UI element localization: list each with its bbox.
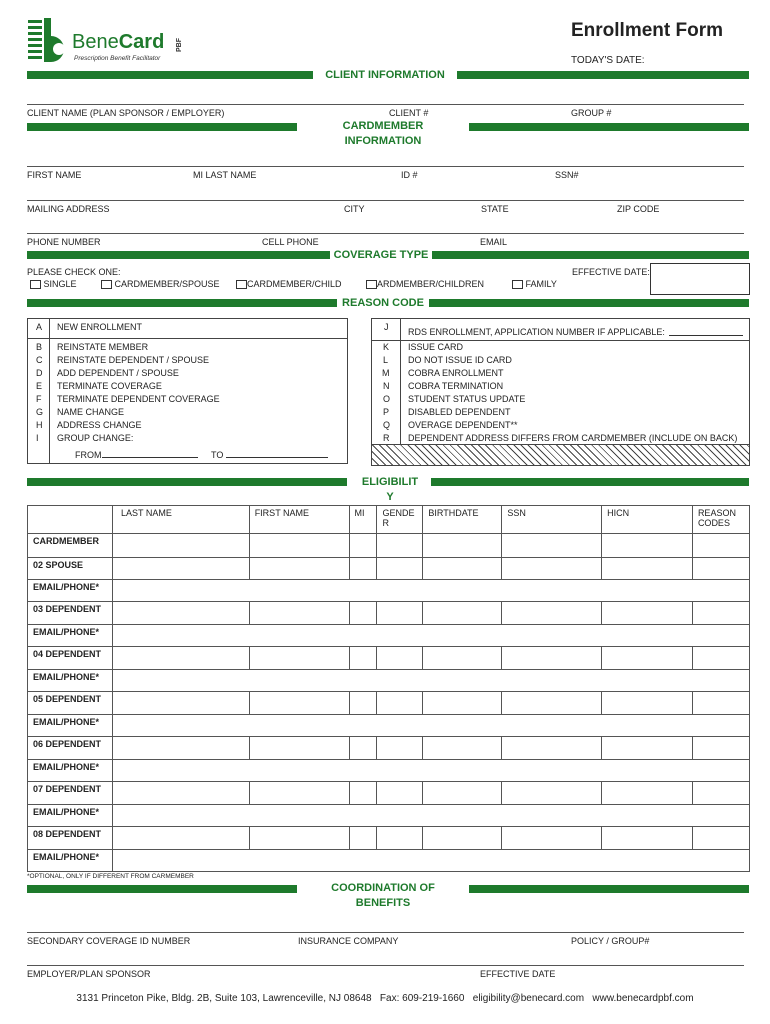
table-cell[interactable] [602, 782, 693, 805]
table-row [28, 715, 750, 737]
table-cell[interactable] [249, 827, 349, 850]
table-cell[interactable] [502, 602, 602, 625]
table-cell[interactable] [692, 558, 749, 580]
row-label: 07 DEPENDENT [28, 782, 113, 805]
table-cell[interactable] [249, 602, 349, 625]
logo-brand-light: Bene [72, 31, 119, 53]
reason-code-left-box [27, 318, 348, 464]
effective-date-label: EFFECTIVE DATE: [572, 267, 650, 277]
coverage-type-title: COVERAGE TYPE [333, 249, 429, 261]
table-cell[interactable] [692, 692, 749, 715]
column-header [28, 506, 113, 534]
reason-code-letter: P [383, 407, 390, 417]
column-header-hicn: HICN [602, 506, 693, 534]
table-cell[interactable] [349, 558, 377, 580]
coverage-option-label: ARDMEMBER/CHILDREN [377, 279, 485, 289]
reason-code-letter: R [383, 433, 390, 443]
table-row [28, 625, 750, 647]
table-cell[interactable] [602, 558, 693, 580]
table-cell[interactable] [692, 782, 749, 805]
table-cell[interactable] [112, 647, 249, 670]
table-cell[interactable] [249, 782, 349, 805]
email-phone-cell[interactable] [112, 760, 749, 782]
table-cell[interactable] [349, 782, 377, 805]
hatched-area [372, 445, 749, 465]
section-bar-right [469, 885, 749, 893]
table-cell[interactable] [692, 737, 749, 760]
row-label: 05 DEPENDENT [28, 692, 113, 715]
row-label: EMAIL/PHONE* [28, 580, 113, 602]
reason-code-letter: A [36, 322, 43, 332]
table-cell[interactable] [502, 647, 602, 670]
mi-last-name-field[interactable]: MI LAST NAME [193, 170, 257, 180]
section-bar-right [457, 71, 749, 79]
table-cell[interactable] [249, 647, 349, 670]
table-cell[interactable] [112, 737, 249, 760]
coverage-option-label: CARDMEMBER/SPOUSE [114, 279, 220, 289]
column-header-first-name: FIRST NAME [249, 506, 349, 534]
section-bar-right [429, 299, 749, 307]
table-cell[interactable] [377, 782, 423, 805]
table-row [28, 602, 750, 625]
email-phone-cell[interactable] [112, 670, 749, 692]
email-phone-cell[interactable] [112, 850, 749, 872]
table-cell[interactable] [249, 692, 349, 715]
reason-code-letter: L [383, 355, 389, 365]
checkbox[interactable] [30, 280, 41, 289]
row-label: 04 DEPENDENT [28, 647, 113, 670]
reason-code-text: ISSUE CARD [408, 342, 464, 352]
column-header-ssn: SSN [502, 506, 602, 534]
insurance-company-field[interactable]: INSURANCE COMPANY [298, 936, 399, 946]
table-cell[interactable] [377, 692, 423, 715]
table-cell[interactable] [423, 737, 502, 760]
table-cell[interactable] [602, 534, 693, 558]
checkbox[interactable] [101, 280, 112, 289]
table-cell[interactable] [502, 737, 602, 760]
table-row [28, 670, 750, 692]
table-cell[interactable] [377, 737, 423, 760]
table-cell[interactable] [377, 827, 423, 850]
rds-application-number-line[interactable] [669, 335, 743, 336]
secondary-coverage-id-field[interactable]: SECONDARY COVERAGE ID NUMBER [27, 936, 191, 946]
reason-code-right-box [371, 318, 750, 466]
reason-code-text: DEPENDENT ADDRESS DIFFERS FROM CARDMEMBER (INCLUDE ON BACK) [408, 433, 738, 443]
table-cell[interactable] [112, 602, 249, 625]
reason-code-text: ADD DEPENDENT / SPOUSE [57, 368, 179, 378]
reason-code-text: COBRA TERMINATION [408, 381, 504, 391]
table-cell[interactable] [349, 692, 377, 715]
reason-code-letter: C [36, 355, 43, 365]
section-bar-left [27, 478, 347, 486]
table-cell[interactable] [349, 737, 377, 760]
table-cell[interactable] [377, 534, 423, 558]
section-bar-right [432, 251, 749, 259]
table-cell[interactable] [692, 602, 749, 625]
reason-code-letter: Q [383, 420, 391, 430]
row-label: EMAIL/PHONE* [28, 850, 113, 872]
table-row [28, 580, 750, 602]
reason-code-letter: E [36, 381, 43, 391]
checkbox[interactable] [512, 280, 523, 289]
eligibility-header-row [28, 506, 750, 534]
table-cell[interactable] [602, 737, 693, 760]
table-row [28, 805, 750, 827]
table-cell[interactable] [502, 558, 602, 580]
row-label: CARDMEMBER [28, 534, 113, 558]
table-cell[interactable] [502, 534, 602, 558]
reason-code-text: NEW ENROLLMENT [57, 322, 143, 332]
table-row [28, 692, 750, 715]
table-row [28, 647, 750, 670]
reason-code-letter: G [36, 407, 44, 417]
cardmember-title-line1: CARDMEMBER [342, 120, 424, 132]
reason-code-text: DO NOT ISSUE ID CARD [408, 355, 512, 365]
row-label: 08 DEPENDENT [28, 827, 113, 850]
state-field[interactable]: STATE [481, 204, 509, 214]
reason-code-text: DISABLED DEPENDENT [408, 407, 511, 417]
table-row [28, 760, 750, 782]
reason-code-text: ADDRESS CHANGE [57, 420, 142, 430]
table-cell[interactable] [112, 558, 249, 580]
coverage-option-cardmember-child[interactable] [236, 279, 342, 289]
table-row [28, 827, 750, 850]
todays-date-label[interactable]: TODAY'S DATE: [571, 55, 645, 66]
table-cell[interactable] [423, 782, 502, 805]
logo-pbf: PBF [176, 38, 183, 52]
section-bar-left [27, 299, 337, 307]
eligibility-title [355, 475, 425, 505]
table-cell[interactable] [692, 647, 749, 670]
table-row [28, 782, 750, 805]
coverage-option-single[interactable] [30, 279, 77, 289]
coverage-option-cardmember-spouse[interactable] [101, 279, 220, 289]
cell-phone-field[interactable]: CELL PHONE [262, 237, 319, 247]
table-cell[interactable] [349, 602, 377, 625]
table-row [28, 534, 750, 558]
table-cell[interactable] [423, 647, 502, 670]
eligibility-table [27, 505, 750, 872]
table-cell[interactable] [602, 827, 693, 850]
coverage-option-cardmember-children[interactable] [366, 279, 484, 289]
reason-code-letter: O [383, 394, 391, 404]
column-header-birthdate: BIRTHDATE [423, 506, 502, 534]
row-label: EMAIL/PHONE* [28, 805, 113, 827]
reason-code-letter: N [383, 381, 390, 391]
ssn-field[interactable]: SSN# [555, 170, 579, 180]
coverage-option-label: FAMILY [525, 279, 557, 289]
email-phone-cell[interactable] [112, 625, 749, 647]
table-cell[interactable] [423, 602, 502, 625]
effective-date-box[interactable] [650, 263, 750, 295]
eligibility-footnote: *OPTIONAL, ONLY IF DIFFERENT FROM CARMEMBER [27, 873, 194, 880]
table-cell[interactable] [112, 534, 249, 558]
row-label: 03 DEPENDENT [28, 602, 113, 625]
please-check-one-label: PLEASE CHECK ONE: [27, 267, 121, 277]
city-field[interactable]: CITY [344, 204, 365, 214]
table-cell[interactable] [249, 737, 349, 760]
cob-effective-date-field[interactable]: EFFECTIVE DATE [480, 969, 556, 979]
cardmember-title-line2: INFORMATION [344, 135, 422, 147]
reason-code-letter: K [383, 342, 390, 352]
reason-code-text: GROUP CHANGE: [57, 433, 134, 443]
column-header-mi: MI [349, 506, 377, 534]
reason-code-text: OVERAGE DEPENDENT** [408, 420, 518, 430]
table-cell[interactable] [602, 602, 693, 625]
from-label: FROM [75, 450, 102, 460]
table-cell[interactable] [249, 558, 349, 580]
email-phone-cell[interactable] [112, 580, 749, 602]
to-label: TO [211, 450, 224, 460]
reason-code-letter: I [36, 433, 39, 443]
table-cell[interactable] [423, 558, 502, 580]
reason-code-letter: D [36, 368, 43, 378]
reason-code-text: COBRA ENROLLMENT [408, 368, 504, 378]
reason-code-letter: F [36, 394, 42, 404]
coverage-option-label: SINGLE [43, 279, 77, 289]
table-cell[interactable] [602, 692, 693, 715]
form-title: Enrollment Form [571, 20, 724, 41]
zip-code-field[interactable]: ZIP CODE [617, 204, 660, 214]
coverage-option-label: CARDMEMBER/CHILD [247, 279, 342, 289]
client-name-field[interactable]: CLIENT NAME (PLAN SPONSOR / EMPLOYER) [27, 108, 225, 118]
email-phone-cell[interactable] [112, 805, 749, 827]
checkbox[interactable] [366, 280, 377, 289]
section-bar-left [27, 71, 313, 79]
section-bar-left [27, 251, 330, 259]
reason-code-text: TERMINATE COVERAGE [57, 381, 162, 391]
phone-number-field[interactable]: PHONE NUMBER [27, 237, 101, 247]
eligibility-title-line1: ELIGIBILIT [361, 476, 419, 488]
table-cell[interactable] [377, 647, 423, 670]
table-cell[interactable] [112, 827, 249, 850]
group-number-field[interactable]: GROUP # [571, 108, 612, 118]
table-row [28, 737, 750, 760]
table-cell[interactable] [349, 827, 377, 850]
row-label: 06 DEPENDENT [28, 737, 113, 760]
row-label: EMAIL/PHONE* [28, 715, 113, 737]
checkbox[interactable] [236, 280, 247, 289]
logo-brand-bold: Card [118, 31, 165, 53]
company-logo [28, 18, 188, 68]
table-cell[interactable] [112, 692, 249, 715]
email-phone-cell[interactable] [112, 715, 749, 737]
footer-contact: 3131 Princeton Pike, Bldg. 2B, Suite 103, Lawrenceville, NJ 08648 Fax: 609-219-1660 eligibility@benecard.com www.benecardpbf.com [76, 993, 694, 1004]
table-cell[interactable] [692, 534, 749, 558]
section-bar-right [431, 478, 749, 486]
row-label: EMAIL/PHONE* [28, 760, 113, 782]
table-cell[interactable] [112, 782, 249, 805]
client-info-title: CLIENT INFORMATION [325, 69, 445, 81]
group-change-from-field[interactable] [75, 450, 198, 460]
reason-code-text: REINSTATE MEMBER [57, 342, 149, 352]
table-cell[interactable] [377, 602, 423, 625]
reason-code-text: REINSTATE DEPENDENT / SPOUSE [57, 355, 210, 365]
table-cell[interactable] [602, 647, 693, 670]
table-cell[interactable] [502, 782, 602, 805]
table-cell[interactable] [349, 647, 377, 670]
section-bar-left [27, 885, 297, 893]
table-row [28, 558, 750, 580]
table-cell[interactable] [423, 827, 502, 850]
row-label: EMAIL/PHONE* [28, 625, 113, 647]
table-cell[interactable] [377, 558, 423, 580]
client-number-field[interactable]: CLIENT # [389, 108, 429, 118]
row-label: EMAIL/PHONE* [28, 670, 113, 692]
first-name-field[interactable]: FIRST NAME [27, 170, 82, 180]
reason-code-letter: H [36, 420, 43, 430]
reason-code-letter: J [384, 322, 389, 332]
section-bar-left [27, 123, 297, 131]
eligibility-title-line2: Y [386, 491, 394, 503]
mailing-address-field[interactable]: MAILING ADDRESS [27, 204, 110, 214]
row-label: 02 SPOUSE [28, 558, 113, 580]
reason-code-text: NAME CHANGE [57, 407, 125, 417]
cob-title [310, 881, 456, 911]
group-change-to-field[interactable] [211, 450, 328, 460]
reason-code-text: STUDENT STATUS UPDATE [408, 394, 526, 404]
reason-code-letter: B [36, 342, 43, 352]
id-number-field[interactable]: ID # [401, 170, 418, 180]
email-field[interactable]: EMAIL [480, 237, 508, 247]
column-header-reason-codes: REASON CODES [692, 506, 749, 534]
cob-title-line1: COORDINATION OF [331, 882, 435, 894]
column-header-last-name: LAST NAME [112, 506, 249, 534]
table-cell[interactable] [349, 534, 377, 558]
policy-group-field[interactable]: POLICY / GROUP# [571, 936, 650, 946]
table-cell[interactable] [249, 534, 349, 558]
section-bar-right [469, 123, 749, 131]
logo-mark-icon [28, 18, 74, 64]
table-cell[interactable] [502, 692, 602, 715]
reason-code-letter: M [382, 368, 390, 378]
table-cell[interactable] [692, 827, 749, 850]
column-header-gender: GENDE R [377, 506, 423, 534]
cob-title-line2: BENEFITS [355, 897, 411, 909]
reason-code-text: RDS ENROLLMENT, APPLICATION NUMBER IF APPLICABLE: [408, 327, 665, 337]
employer-plan-sponsor-field[interactable]: EMPLOYER/PLAN SPONSOR [27, 969, 151, 979]
logo-tagline: Prescription Benefit Facilitator [74, 55, 161, 62]
table-row [28, 850, 750, 872]
table-cell[interactable] [423, 534, 502, 558]
cardmember-info-title [310, 119, 456, 149]
table-cell[interactable] [423, 692, 502, 715]
reason-code-text: TERMINATE DEPENDENT COVERAGE [57, 394, 220, 404]
coverage-option-family[interactable] [512, 279, 557, 289]
table-cell[interactable] [502, 827, 602, 850]
reason-code-title: REASON CODE [342, 297, 424, 309]
